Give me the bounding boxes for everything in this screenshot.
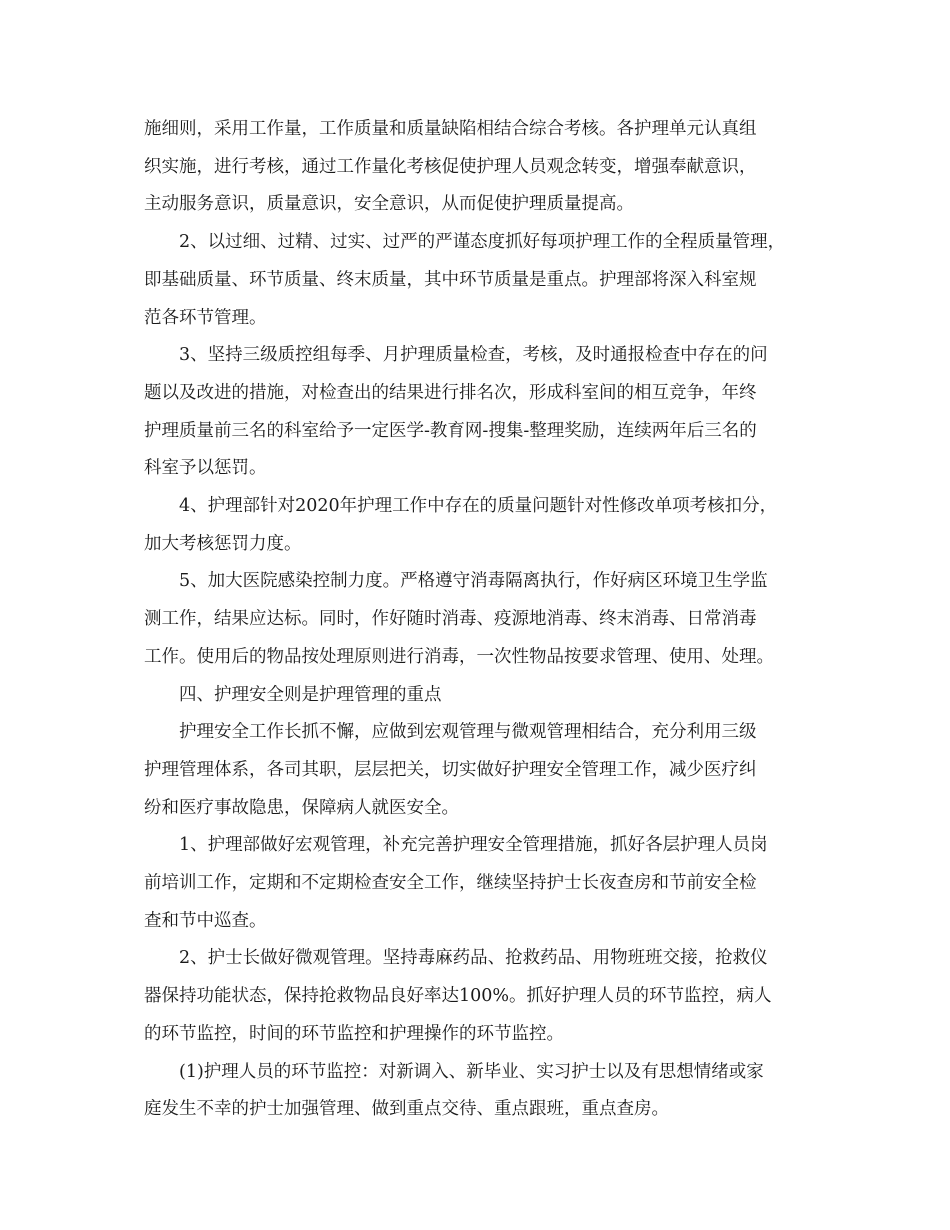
text-line: 3、坚持三级质控组每季、月护理质量检查，考核，及时通报检查中存在的问 — [179, 345, 768, 366]
text-line: 题以及改进的措施，对检查出的结果进行排名次，形成科室间的相互竞争，年终 — [144, 382, 757, 403]
text-line: (1)护理人员的环节监控：对新调入、新毕业、实习护士以及有思想情绪或家 — [179, 1061, 764, 1082]
paragraph — [144, 563, 824, 676]
text-line: 工作。使用后的物品按处理原则进行消毒，一次性物品按要求管理、使用、处理。 — [144, 646, 774, 667]
text-line: 庭发生不幸的护士加强管理、做到重点交待、重点跟班，重点查房。 — [144, 1099, 669, 1120]
text-line: 科室予以惩罚。 — [144, 458, 267, 479]
document-body — [144, 111, 824, 1129]
text-line: 4、护理部针对2020年护理工作中存在的质量问题针对性修改单项考核扣分， — [179, 496, 778, 517]
text-line: 主动服务意识，质量意识，安全意识，从而促使护理质量提高。 — [144, 194, 634, 215]
text-line: 加大考核惩罚力度。 — [144, 533, 302, 554]
paragraph — [144, 111, 824, 224]
text-line: 1、护理部做好宏观管理，补充完善护理安全管理措施，抓好各层护理人员岗 — [179, 835, 768, 856]
text-line: 前培训工作，定期和不定期检查安全工作，继续坚持护士长夜查房和节前安全检 — [144, 873, 757, 894]
paragraph — [144, 714, 824, 827]
paragraph — [144, 827, 824, 940]
paragraph — [144, 224, 824, 337]
paragraph — [144, 488, 824, 563]
text-line: 5、加大医院感染控制力度。严格遵守消毒隔离执行，作好病区环境卫生学监 — [179, 571, 768, 592]
section-heading — [144, 677, 824, 715]
text-line: 护理安全工作长抓不懈，应做到宏观管理与微观管理相结合，充分利用三级 — [179, 722, 757, 743]
paragraph — [144, 1054, 824, 1129]
text-line: 纷和医疗事故隐患，保障病人就医安全。 — [144, 797, 459, 818]
text-line: 的环节监控，时间的环节监控和护理操作的环节监控。 — [144, 1023, 564, 1044]
text-line: 器保持功能状态，保持抢救物品良好率达100%。抓好护理人员的环节监控，病人 — [144, 986, 772, 1007]
text-line: 织实施，进行考核，通过工作量化考核促使护理人员观念转变，增强奉献意识， — [144, 156, 757, 177]
text-line: 护理质量前三名的科室给予一定医学-教育网-搜集-整理奖励，连续两年后三名的 — [144, 420, 757, 441]
text-line: 查和节中巡查。 — [144, 910, 267, 931]
text-line: 2、护士长做好微观管理。坚持毒麻药品、抢救药品、用物班班交接，抢救仪 — [179, 948, 768, 969]
text-line: 2、以过细、过精、过实、过严的严谨态度抓好每项护理工作的全程质量管理， — [179, 232, 786, 253]
paragraph — [144, 940, 824, 1053]
text-line: 范各环节管理。 — [144, 307, 267, 328]
text-line: 施细则，采用工作量，工作质量和质量缺陷相结合综合考核。各护理单元认真组 — [144, 119, 757, 139]
text-line: 测工作，结果应达标。同时，作好随时消毒、疫源地消毒、终末消毒、日常消毒 — [144, 609, 757, 630]
paragraph — [144, 337, 824, 488]
text-line: 护理管理体系，各司其职，层层把关，切实做好护理安全管理工作，减少医疗纠 — [144, 759, 757, 780]
text-line: 即基础质量、环节质量、终末质量，其中环节质量是重点。护理部将深入科室规 — [144, 269, 757, 290]
text-line: 四、护理安全则是护理管理的重点 — [179, 684, 442, 705]
